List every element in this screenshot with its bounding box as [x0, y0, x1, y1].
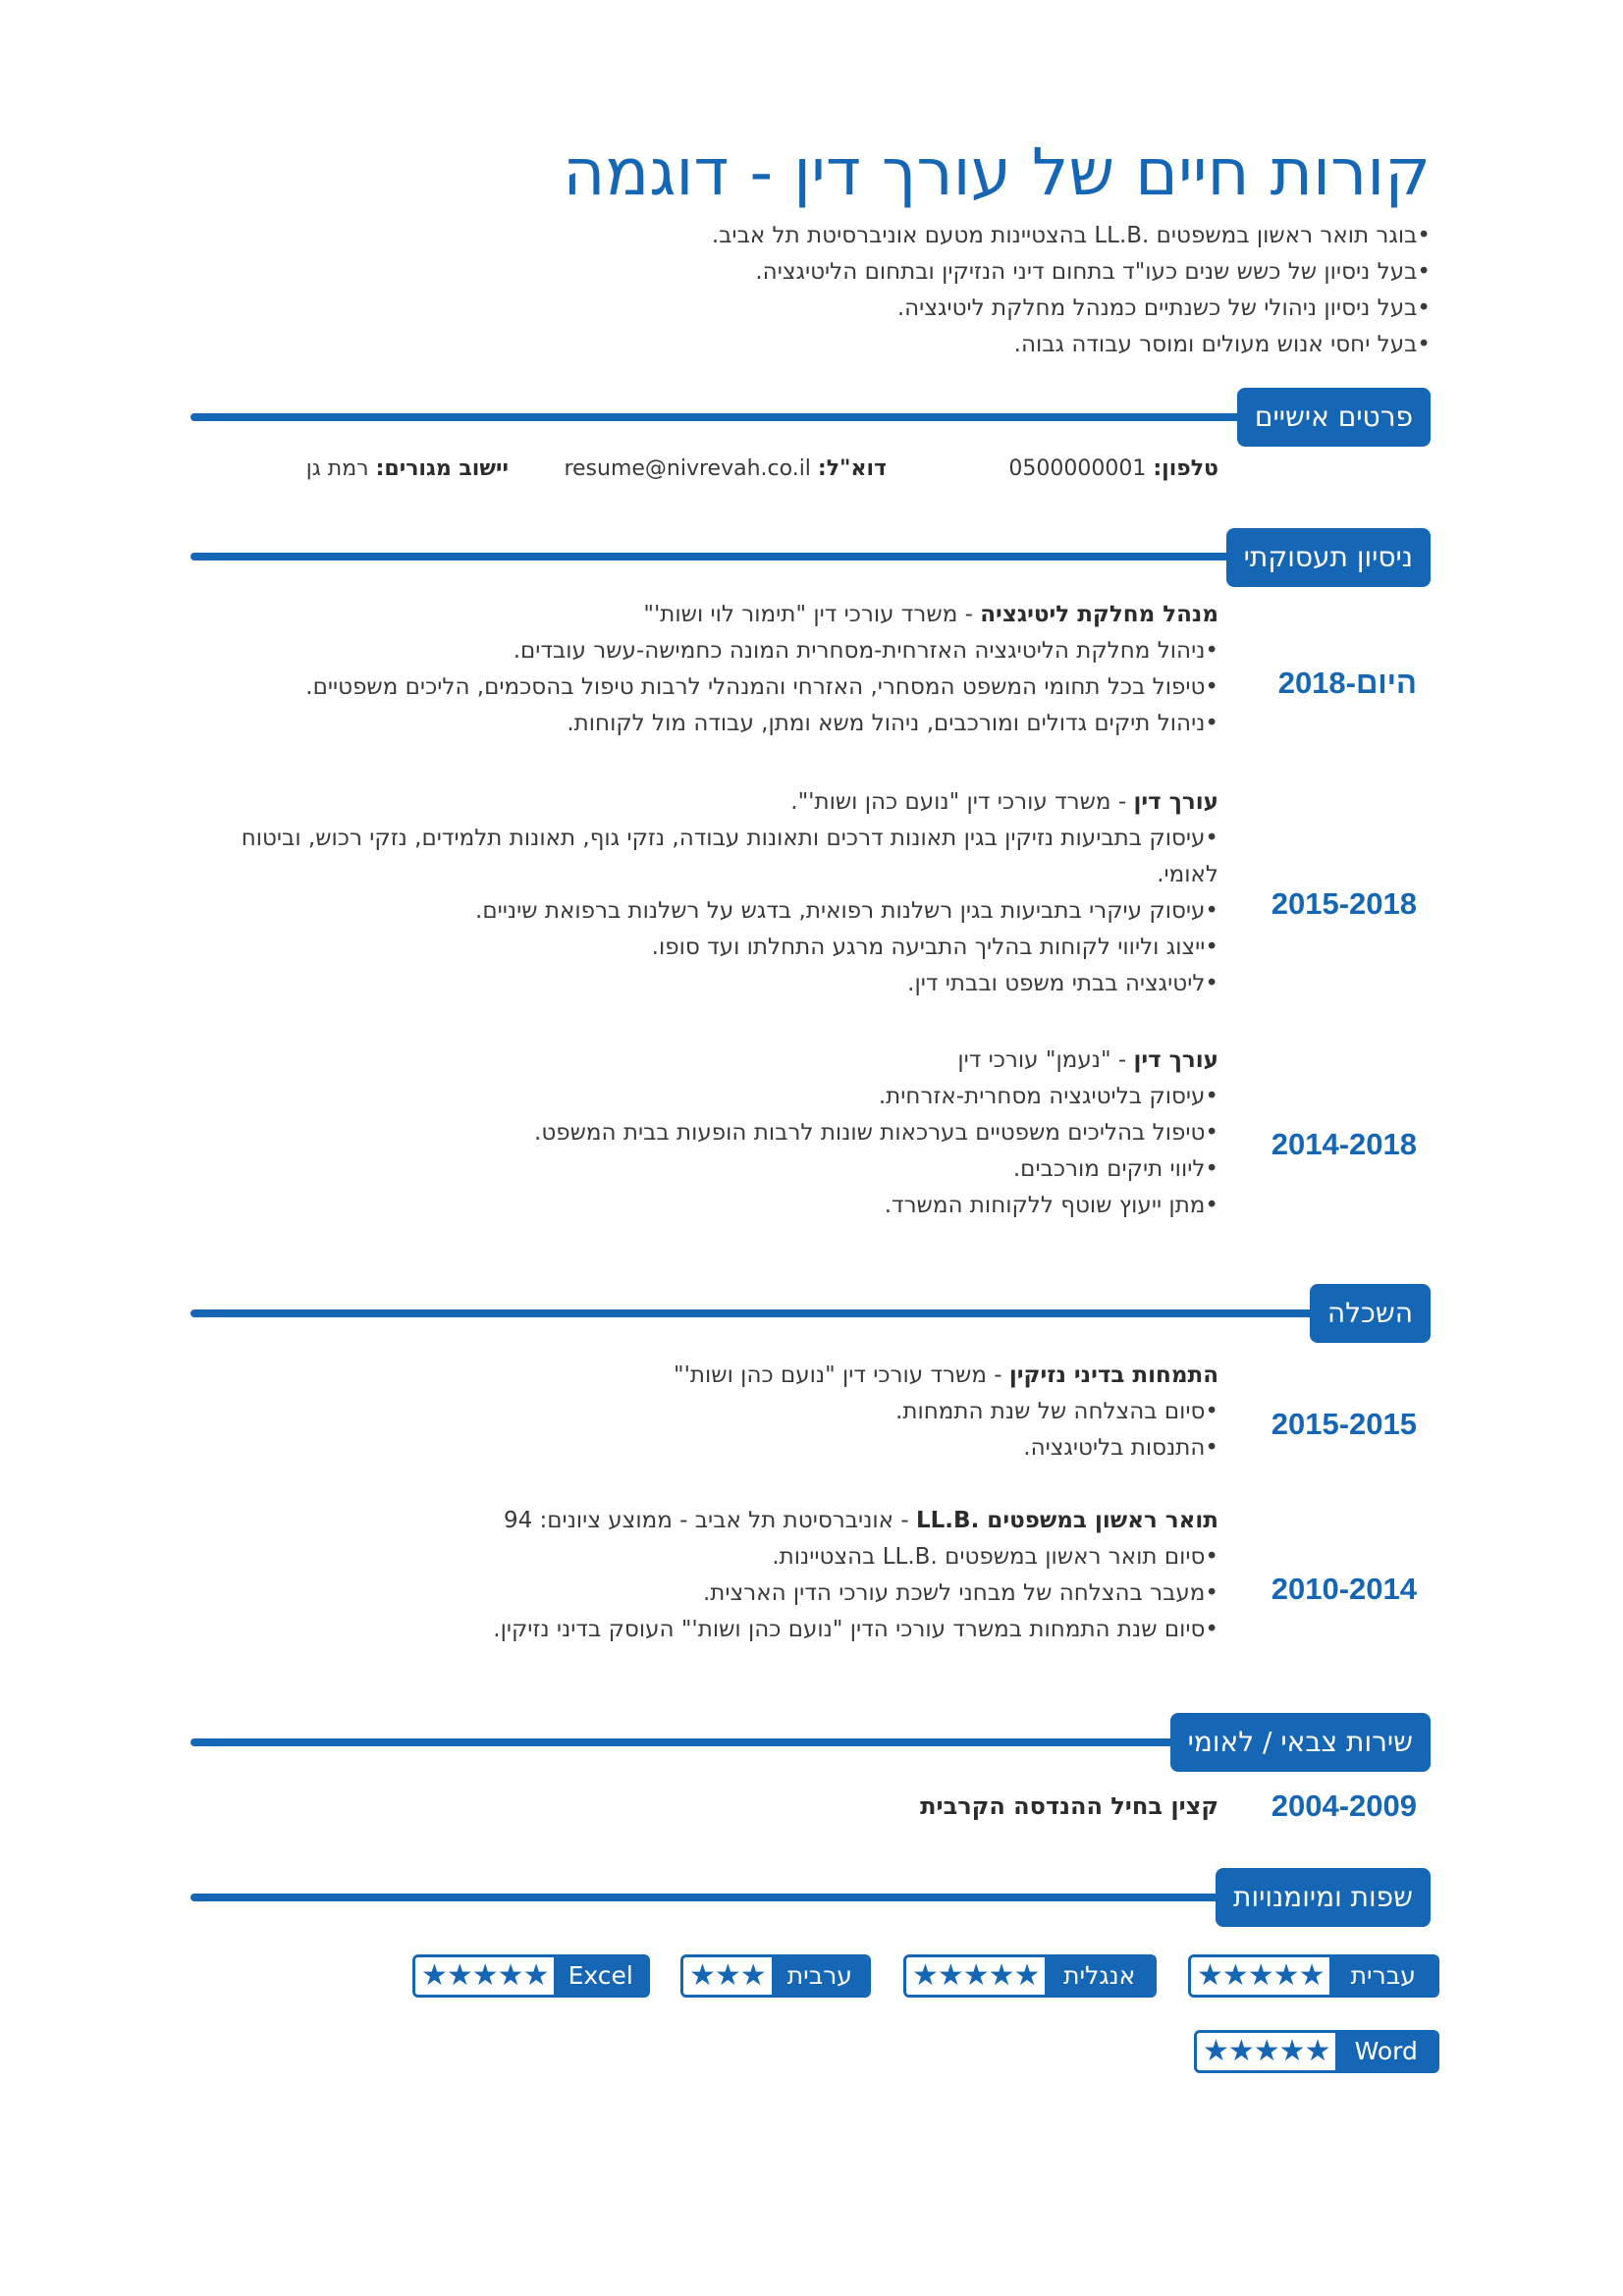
job-bullet: •ייצוג וליווי לקוחות בהליך התביעה מרגע התחלתו ועד סופו.	[651, 934, 1218, 960]
section-heading-skills: שפות ומיומנויות	[1216, 1868, 1431, 1927]
job-entry	[178, 597, 1218, 742]
education-bullet: •סיום תואר ראשון במשפטים .LL.B בהצטיינות.	[772, 1544, 1218, 1570]
city-value: רמת גן	[305, 456, 369, 481]
job-role: מנהל מחלקת ליטיגציה	[980, 602, 1218, 627]
job-org: - משרד עורכי דין "נועם כהן ושות'".	[790, 789, 1134, 815]
education-bullet: •מעבר בהצלחה של מבחני לשכת עורכי הדין הארצית.	[703, 1580, 1218, 1606]
summary-line: •בוגר תואר ראשון במשפטים .LL.B בהצטיינות מטעם אוניברסיטת תל אביב.	[711, 223, 1431, 248]
section-divider	[190, 413, 1328, 421]
section-heading-education: השכלה	[1310, 1284, 1431, 1343]
summary-line: •בעל ניסיון ניהולי של כשנתיים כמנהל מחלקת ליטיגציה.	[896, 295, 1431, 321]
education-bullet: •סיום בהצלחה של שנת התמחות.	[895, 1399, 1218, 1424]
job-bullet: •ליווי תיקים מורכבים.	[1012, 1156, 1218, 1182]
education-org: - אוניברסיטת תל אביב - ממוצע ציונים: 94	[503, 1508, 916, 1533]
summary-line: •בעל יחסי אנוש מעולים ומוסר עבודה גבוה.	[1013, 332, 1431, 357]
education-entry	[178, 1503, 1218, 1648]
skill-badge	[412, 1954, 650, 1998]
job-bullet: •עיסוק בתביעות נזיקין בגין תאונות דרכים ותאונות עבודה, נזקי גוף, תאונות תלמידים, נזקי רכוש, וביטוח לאומי.	[241, 826, 1218, 887]
education-heading	[178, 1503, 1218, 1539]
education-bullet: •סיום שנת התמחות במשרד עורכי הדין "נועם כהן ושות'" העוסק בדיני נזיקין.	[493, 1617, 1218, 1642]
star-rating-icon: ★★★★★	[415, 1957, 554, 1995]
job-bullet: •עיסוק בליטיגציה מסחרית-אזרחית.	[878, 1084, 1218, 1109]
job-date: 2014-2018	[1271, 1127, 1417, 1161]
star-rating-icon: ★★★★★	[1191, 1957, 1329, 1995]
job-role: עורך דין	[1133, 789, 1218, 815]
star-rating-icon: ★★★★★	[1197, 2033, 1335, 2070]
job-bullet: •ליטיגציה בבתי משפט ובבתי דין.	[907, 971, 1218, 996]
skill-badge	[680, 1954, 871, 1998]
job-entry	[178, 784, 1218, 1002]
skill-label: Word	[1335, 2033, 1436, 2070]
job-bullet: •עיסוק עיקרי בתביעות בגין רשלנות רפואית, בדגש על רשלנות ברפואת שיניים.	[475, 898, 1218, 924]
section-heading-military: שירות צבאי / לאומי	[1170, 1713, 1431, 1772]
skill-label: אנגלית	[1045, 1957, 1154, 1995]
education-date: 2010-2014	[1271, 1572, 1417, 1606]
military-role: קצין בחיל ההנדסה הקרבית	[920, 1792, 1218, 1820]
section-divider	[190, 1738, 1328, 1746]
section-divider	[190, 1309, 1328, 1317]
phone-label: טלפון:	[1153, 456, 1218, 481]
education-title: תואר ראשון במשפטים .LL.B	[915, 1508, 1218, 1533]
skill-label: Excel	[554, 1957, 647, 1995]
job-heading	[178, 1042, 1218, 1079]
contact-row	[0, 456, 1623, 496]
education-entry	[178, 1358, 1218, 1467]
skill-label: ערבית	[772, 1957, 868, 1995]
section-divider	[190, 553, 1328, 561]
phone-value: 0500000001	[1008, 456, 1147, 481]
star-rating-icon: ★★★	[683, 1957, 772, 1995]
contact-phone	[1008, 456, 1218, 481]
section-divider	[190, 1894, 1328, 1901]
job-entry	[178, 1042, 1218, 1224]
job-date: 2015-2018	[1271, 886, 1417, 921]
page-title: קורות חיים של עורך דין - דוגמה	[563, 134, 1431, 210]
job-bullet: •טיפול בהליכים משפטיים בערכאות שונות לרבות הופעות בבית המשפט.	[534, 1120, 1218, 1146]
contact-city	[306, 456, 509, 481]
skill-badge	[1194, 2030, 1439, 2073]
education-title: התמחות בדיני נזיקין	[1008, 1362, 1218, 1388]
job-bullet: •מתן ייעוץ שוטף ללקוחות המשרד.	[884, 1193, 1218, 1218]
education-org: - משרד עורכי דין "נועם כהן ושות'"	[674, 1362, 1009, 1388]
star-rating-icon: ★★★★★	[906, 1957, 1045, 1995]
email-value: resume@nivrevah.co.il	[564, 456, 811, 481]
city-label: יישוב מגורים:	[375, 456, 509, 481]
job-date: 2018-היום	[1277, 666, 1417, 700]
job-role: עורך דין	[1133, 1047, 1218, 1073]
contact-email	[564, 456, 887, 481]
section-heading-experience: ניסיון תעסוקתי	[1226, 528, 1431, 587]
job-bullet: •ניהול מחלקת הליטיגציה האזרחית-מסחרית המונה כחמישה-עשר עובדים.	[513, 638, 1218, 664]
education-heading	[178, 1358, 1218, 1394]
job-bullet: •ניהול תיקים גדולים ומורכבים, ניהול משא ומתן, עבודה מול לקוחות.	[567, 711, 1218, 736]
skill-badge	[903, 1954, 1157, 1998]
education-bullet: •התנסות בליטיגציה.	[1023, 1435, 1218, 1461]
skill-badge	[1188, 1954, 1439, 1998]
job-heading	[178, 784, 1218, 821]
education-date: 2015-2015	[1271, 1407, 1417, 1441]
job-org: - משרד עורכי דין "תימור לוי ושות'"	[643, 602, 981, 627]
summary-line: •בעל ניסיון של כשש שנים כעו"ד בתחום דיני הנזיקין ובתחום הליטיגציה.	[755, 259, 1431, 285]
military-date: 2004-2009	[1271, 1789, 1417, 1823]
job-bullet: •טיפול בכל תחומי המשפט המסחרי, האזרחי והמנהלי לרבות טיפול בהסכמים, הליכים משפטיים.	[305, 674, 1218, 700]
job-heading	[178, 597, 1218, 633]
section-heading-personal: פרטים אישיים	[1237, 388, 1431, 447]
skill-label: עברית	[1329, 1957, 1436, 1995]
email-label: דוא"ל:	[817, 456, 887, 481]
job-org: - "נעמן" עורכי דין	[957, 1047, 1134, 1073]
summary	[154, 218, 1431, 363]
